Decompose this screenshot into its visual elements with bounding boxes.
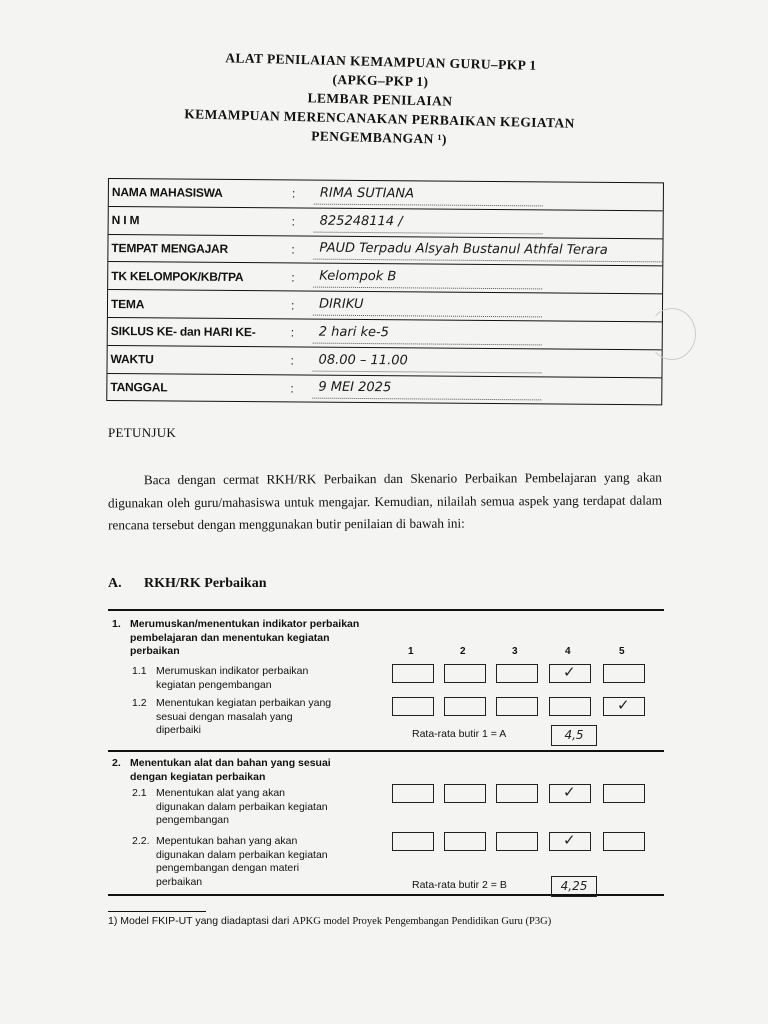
- middle-rule: [108, 750, 664, 752]
- score-box[interactable]: [444, 832, 486, 851]
- score-box[interactable]: [392, 664, 434, 683]
- title-line-1: ALAT PENILAIAN KEMAMPUAN GURU–PKP 1: [225, 50, 537, 73]
- section-title: RKH/RK Perbaikan: [144, 576, 267, 591]
- item-heading: [112, 757, 662, 784]
- average-label: Rata-rata butir 1 = A: [412, 728, 507, 740]
- identity-value[interactable]: 08.00 – 11.00: [312, 350, 541, 373]
- sub-item-text: Menentukan kegiatan perbaikan yang sesuai dengan masalah yang diperbaiki: [156, 697, 332, 736]
- sub-item-text: Menentukan alat yang akan digunakan dalam perbaikan kegiatan pengembangan: [156, 787, 328, 826]
- identity-row: [109, 207, 663, 239]
- rating-item: [112, 757, 662, 784]
- title-line-3: LEMBAR PENILAIAN: [307, 90, 453, 109]
- score-box[interactable]: [603, 664, 645, 683]
- identity-row: [107, 374, 661, 405]
- identity-value[interactable]: RIMA SUTIANA: [314, 184, 543, 207]
- average-value-box[interactable]: 4,5: [551, 725, 597, 746]
- identity-label: N I M: [111, 213, 140, 228]
- item-number: 2.: [112, 757, 121, 769]
- identity-row: [108, 318, 662, 350]
- section-a-heading: [108, 576, 267, 592]
- checkmark-icon: ✓: [563, 663, 576, 681]
- score-box[interactable]: [392, 784, 434, 803]
- identity-colon: :: [290, 381, 294, 396]
- sub-item-text: Mepentukan bahan yang akan digunakan dalam perbaikan kegiatan pengembangan dengan materi perbaikan: [156, 835, 328, 888]
- footnote-rule: [108, 911, 206, 912]
- sub-item-number: 1.1: [132, 665, 147, 677]
- sub-item-text: Merumuskan indikator perbaikan kegiatan pengembangan: [156, 665, 309, 691]
- identity-value[interactable]: DIRIKU: [313, 295, 542, 318]
- identity-row: [108, 235, 662, 267]
- sub-item-number: 2.2.: [132, 835, 150, 847]
- identity-value[interactable]: PAUD Terpadu Alsyah Bustanul Athfal Terara: [313, 239, 662, 263]
- identity-row: [108, 290, 662, 322]
- identity-colon: :: [290, 353, 294, 368]
- score-box[interactable]: [549, 697, 591, 716]
- petunjuk-paragraph: [108, 467, 662, 537]
- identity-table: [106, 178, 664, 406]
- identity-colon: :: [291, 214, 296, 229]
- scale-label: 1: [408, 646, 414, 657]
- score-box[interactable]: [496, 664, 538, 683]
- identity-label: TEMA: [110, 296, 145, 311]
- identity-label: WAKTU: [110, 352, 154, 367]
- identity-label: TEMPAT MENGAJAR: [111, 241, 229, 256]
- checkmark-icon: ✓: [563, 831, 576, 849]
- identity-label: TANGGAL: [110, 379, 168, 395]
- score-box[interactable]: [496, 784, 538, 803]
- identity-colon: :: [290, 298, 295, 313]
- title-line-2: (APKG–PKP 1): [332, 71, 429, 90]
- top-rule: [108, 609, 664, 611]
- title-line-5: PENGEMBANGAN ¹): [311, 128, 448, 147]
- identity-row: [107, 346, 661, 378]
- identity-colon: :: [291, 186, 296, 201]
- identity-colon: :: [291, 242, 295, 257]
- petunjuk-heading: PETUNJUK: [108, 425, 177, 440]
- section-letter: A.: [108, 576, 122, 591]
- score-box[interactable]: [444, 697, 486, 716]
- identity-colon: :: [291, 270, 295, 285]
- identity-value[interactable]: Kelompok B: [313, 267, 542, 290]
- item-number: 1.: [112, 618, 121, 630]
- scale-label: 5: [619, 646, 625, 657]
- sub-item-number: 1.2: [132, 697, 147, 709]
- sub-item-number: 2.1: [132, 787, 147, 799]
- footnote: [108, 915, 668, 927]
- average-value-box[interactable]: 4,25: [551, 876, 597, 897]
- score-box[interactable]: [496, 697, 538, 716]
- item-title: Menentukan alat dan bahan yang sesuai dengan kegiatan perbaikan: [130, 757, 331, 783]
- checkmark-icon: ✓: [617, 696, 630, 714]
- identity-label: TK KELOMPOK/KB/TPA: [111, 268, 244, 284]
- identity-value[interactable]: 2 hari ke-5: [313, 322, 542, 345]
- footnote-source: APKG model Proyek Pengembangan Pendidikan Guru (P3G): [292, 916, 552, 927]
- identity-label: SIKLUS KE- dan HARI KE-: [110, 324, 256, 340]
- checkmark-icon: ✓: [563, 783, 576, 801]
- item-title: Merumuskan/menentukan indikator perbaikan pembelajaran dan menentukan kegiatan perbaikan: [130, 618, 360, 657]
- scale-label: 4: [565, 646, 571, 657]
- item-heading: [112, 618, 662, 659]
- score-box[interactable]: [603, 784, 645, 803]
- identity-value[interactable]: 825248114 /: [314, 211, 543, 234]
- identity-value[interactable]: 9 MEI 2025: [312, 378, 541, 401]
- rating-item: [112, 618, 662, 659]
- petunjuk-text: Baca dengan cermat RKH/RK Perbaikan dan Skenario Perbaikan Pembelajaran yang akan digunakan oleh guru/mahasiswa untuk mengajar. Kemudian, nilailah semua aspek yang terdapat dalam rencana tersebut dengan menggunakan butir penilaian di bawah ini:: [107, 469, 663, 533]
- identity-row: [109, 179, 663, 211]
- score-box[interactable]: [392, 832, 434, 851]
- punch-hole-mark: [648, 308, 696, 360]
- identity-row: [108, 262, 662, 294]
- identity-label: NAMA MAHASISWA: [111, 185, 223, 201]
- identity-colon: :: [290, 325, 295, 340]
- scale-label: 2: [460, 646, 466, 657]
- score-box[interactable]: [496, 832, 538, 851]
- score-box[interactable]: [392, 697, 434, 716]
- form-title: [119, 46, 641, 154]
- score-box[interactable]: [444, 664, 486, 683]
- scale-label: 3: [512, 646, 518, 657]
- title-line-4: KEMAMPUAN MERENCANAKAN PERBAIKAN KEGIATAN: [184, 106, 575, 131]
- score-box[interactable]: [603, 832, 645, 851]
- footnote-main: 1) Model FKIP-UT yang diadaptasi dari: [108, 915, 293, 927]
- score-box[interactable]: [444, 784, 486, 803]
- average-label: Rata-rata butir 2 = B: [412, 879, 507, 891]
